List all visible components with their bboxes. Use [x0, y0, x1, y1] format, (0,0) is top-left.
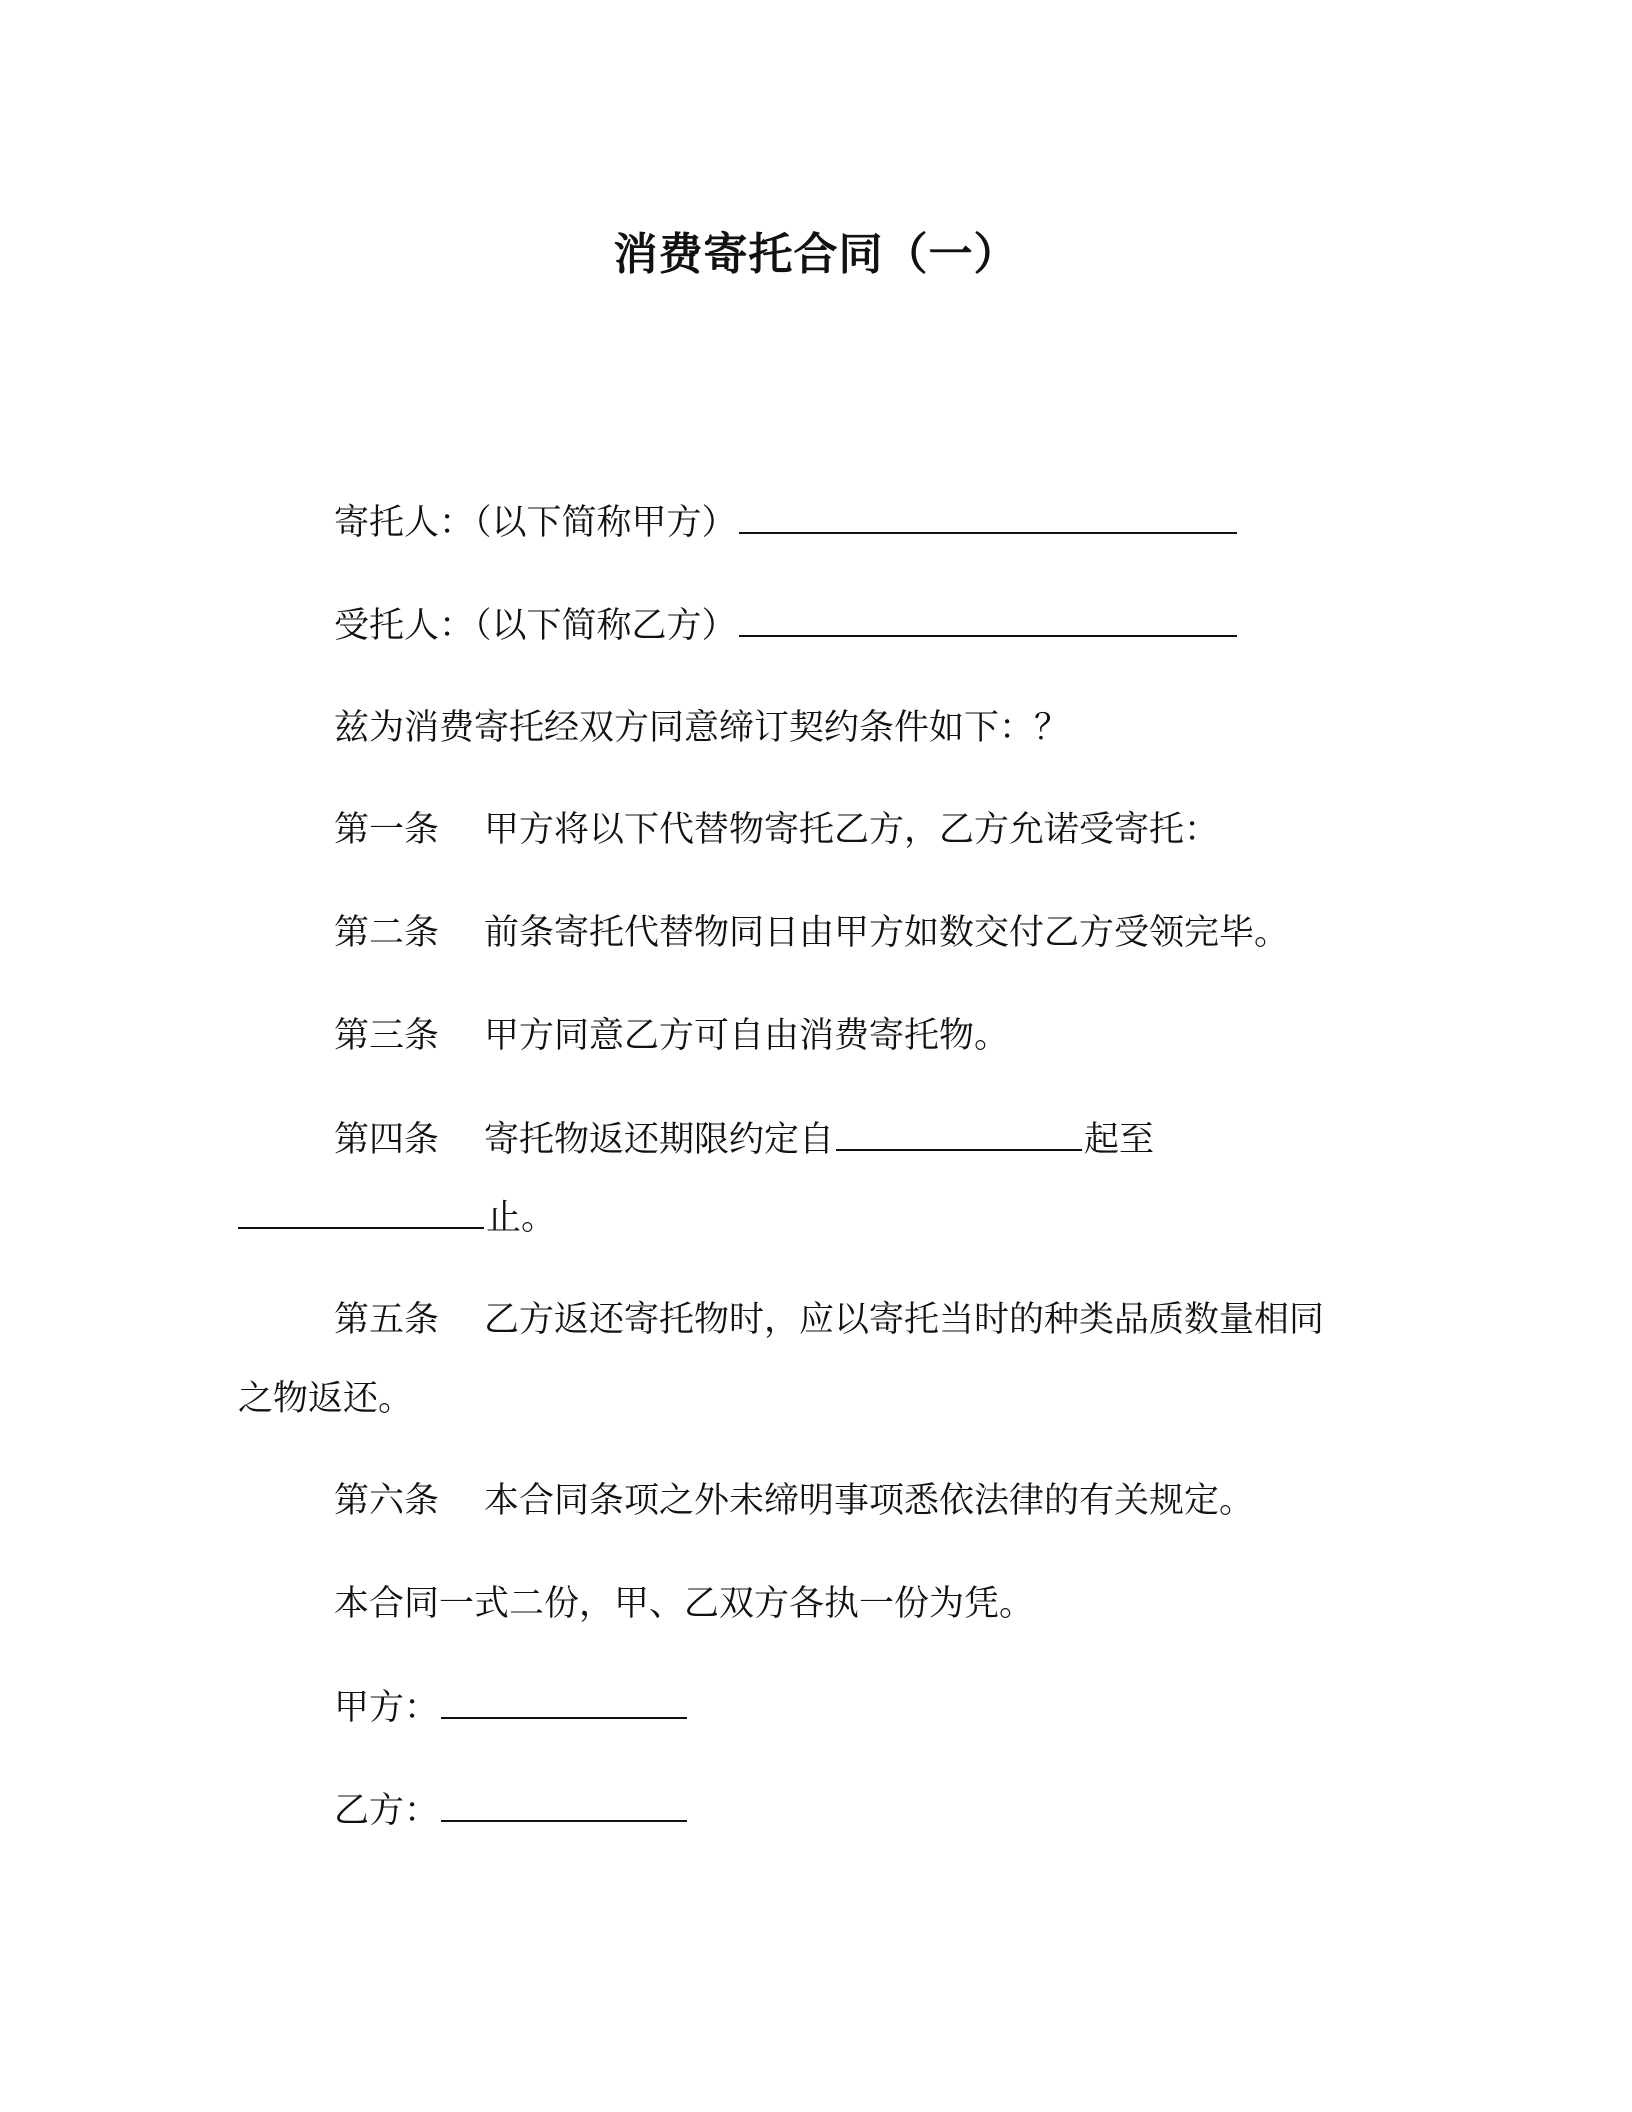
- article-number: 第三条: [334, 1016, 440, 1056]
- article-number: 第六条: [334, 1481, 440, 1521]
- party-b-signature: [334, 1786, 689, 1835]
- party-b-label: 乙方：: [334, 1791, 440, 1831]
- article-number: 第一条: [334, 810, 440, 850]
- article-text: 甲方将以下代替物寄托乙方，乙方允诺受寄托：: [484, 810, 1220, 850]
- article-text: 乙方返还寄托物时，应以寄托当时的种类品质数量相同: [484, 1300, 1325, 1340]
- article-text: 前条寄托代替物同日由甲方如数交付乙方受领完毕。: [484, 913, 1290, 953]
- consignor-blank[interactable]: [739, 498, 1237, 534]
- party-a-signature: [334, 1683, 689, 1732]
- start-date-blank[interactable]: [836, 1115, 1082, 1151]
- article-4-continued: [238, 1193, 556, 1242]
- closing-line: 本合同一式二份，甲、乙双方各执一份为凭。: [334, 1584, 1035, 1624]
- document-title: 消费寄托合同（一）: [613, 229, 1019, 280]
- article-text: 止。: [486, 1198, 557, 1238]
- article-number: 第二条: [334, 913, 440, 953]
- party-b-blank[interactable]: [441, 1786, 687, 1822]
- article-text: 寄托物返还期限约定自: [484, 1120, 835, 1160]
- article-text: 甲方同意乙方可自由消费寄托物。: [484, 1016, 1010, 1056]
- article-4: [334, 1115, 1154, 1164]
- article-2: [334, 909, 1289, 957]
- consignor-label: 寄托人：（以下简称甲方）: [334, 503, 737, 543]
- consignee-label: 受托人：（以下简称乙方）: [334, 606, 737, 646]
- article-text: 本合同条项之外未缔明事项悉依法律的有关规定。: [484, 1481, 1255, 1521]
- consignor-line: [334, 498, 1239, 547]
- consignee-line: [334, 601, 1239, 650]
- article-3: [334, 1012, 1009, 1060]
- article-text: 起至: [1084, 1120, 1155, 1160]
- article-number: 第五条: [334, 1300, 440, 1340]
- party-a-blank[interactable]: [441, 1683, 687, 1719]
- article-6: [334, 1477, 1254, 1525]
- intro-line: 兹为消费寄托经双方同意缔订契约条件如下：？: [334, 708, 1070, 748]
- party-a-label: 甲方：: [334, 1688, 440, 1728]
- article-number: 第四条: [334, 1120, 440, 1160]
- article-5: [334, 1296, 1324, 1344]
- end-date-blank[interactable]: [238, 1193, 484, 1229]
- consignee-blank[interactable]: [739, 601, 1237, 637]
- article-1: [334, 806, 1219, 854]
- article-5-continued: 之物返还。: [238, 1379, 414, 1419]
